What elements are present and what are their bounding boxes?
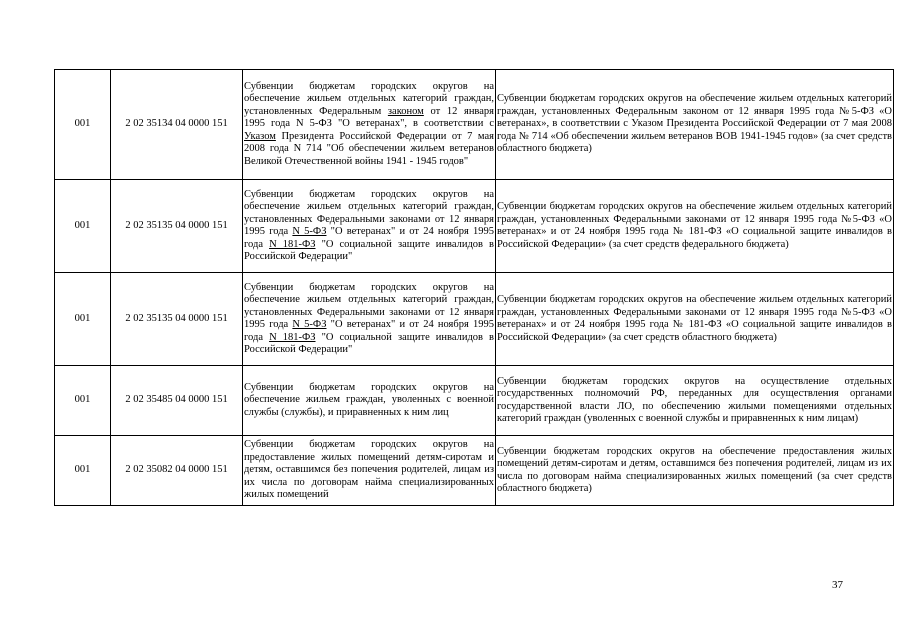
- name-text: "О ветеранах" и от 24 ноября 1995 года: [244, 319, 495, 343]
- admin-code-cell: 001: [55, 70, 111, 180]
- kbk-code-cell: 2 02 35134 04 0000 151: [111, 70, 243, 180]
- page-number: 37: [832, 579, 843, 591]
- description-cell: Субвенции бюджетам городских округов на осуществление отдельных государственных полномочий РФ, переданных для осуществления органами государственной власти ЛО, по обеспечению жилыми помещениями отдельных категорий граждан (уволенных с военной службы и приравненных к ним лицам): [496, 366, 894, 436]
- legal-reference-link[interactable]: N 181-ФЗ: [269, 331, 316, 343]
- admin-code-cell: 001: [55, 273, 111, 366]
- table-row: [55, 70, 894, 180]
- name-text: Субвенции бюджетам городских округов на предоставление жилых помещений детям-сиротам и детям, оставшимся без попечения родителей, лицам из их числа по договорам найма специализированных жилых помещений: [244, 439, 494, 501]
- admin-code-cell: 001: [55, 436, 111, 506]
- description-cell: Субвенции бюджетам городских округов на обеспечение жильем отдельных категорий граждан, установленных Федеральным законом от 12 января 1995 года №5-ФЗ «О ветеранах», в соответствии с Указом Президента Российской Федерации от 7 мая 2008 года № 714 «Об обеспечении жильем ветеранов ВОВ 1941-1945 годов» (за счет средств областного бюджета): [496, 70, 894, 180]
- kbk-code-cell: 2 02 35135 04 0000 151: [111, 273, 243, 366]
- description-cell: Субвенции бюджетам городских округов на обеспечение жильем отдельных категорий граждан, установленных Федеральными законами от 12 января 1995 года №5-ФЗ «О ветеранах» и от 24 ноября 1995 года № 181-ФЗ «О социальной защите инвалидов в Российской Федерации» (за счет средств федерального бюджета): [496, 180, 894, 273]
- name-text: "О социальной защите инвалидов в Российской Федерации": [244, 331, 495, 355]
- revenue-name-cell: [243, 180, 496, 273]
- legal-reference-link[interactable]: законом: [387, 105, 424, 117]
- table-body: [55, 70, 894, 506]
- legal-reference-link[interactable]: N 5-ФЗ: [292, 226, 327, 237]
- kbk-code-cell: 2 02 35485 04 0000 151: [111, 366, 243, 436]
- name-text: от 12 января 1995 года N 5-ФЗ "О ветеранах", в соответствии с: [244, 105, 494, 130]
- name-text: Субвенции бюджетам городских округов на обеспечение жильем граждан, уволенных с военной службы (службы), и приравненных к ним лиц: [244, 381, 494, 418]
- revenue-name-cell: [243, 273, 496, 366]
- name-text: Субвенции бюджетам городских округов на обеспечение жильем отдельных категорий граждан, установленных Федеральными законами от 12 января 1995 года: [244, 281, 494, 330]
- name-text: "О социальной защите инвалидов в Российской Федерации": [244, 238, 495, 262]
- admin-code-cell: 001: [55, 180, 111, 273]
- description-cell: Субвенции бюджетам городских округов на обеспечение жильем отдельных категорий граждан, установленных Федеральными законами от 12 января 1995 года №5-ФЗ «О ветеранах» и от 24 ноября 1995 года № 181-ФЗ «О социальной защите инвалидов в Российской Федерации» (за счет средств областного бюджета): [496, 273, 894, 366]
- legal-reference-link[interactable]: Указом: [244, 130, 276, 142]
- admin-code-cell: 001: [55, 366, 111, 436]
- name-text: Субвенции бюджетам городских округов на обеспечение жильем отдельных категорий граждан, установленных Федеральным: [244, 80, 494, 117]
- name-text: Субвенции бюджетам городских округов на обеспечение жильем отдельных категорий граждан, установленных Федеральными законами от 12 января 1995 года: [244, 188, 494, 237]
- legal-reference-link[interactable]: N 5-ФЗ: [292, 319, 327, 330]
- name-text: "О ветеранах" и от 24 ноября 1995 года: [244, 226, 495, 250]
- revenue-name-cell: [243, 436, 496, 506]
- table-row: [55, 366, 894, 436]
- kbk-code-cell: 2 02 35082 04 0000 151: [111, 436, 243, 506]
- kbk-code-cell: 2 02 35135 04 0000 151: [111, 180, 243, 273]
- table-row: [55, 180, 894, 273]
- description-cell: Субвенции бюджетам городских округов на обеспечение предоставления жилых помещений детям-сиротам и детям, оставшимся без попечения родителей, лицам из их числа по договорам найма специализированных жилых помещений (за счет средств областного бюджета): [496, 436, 894, 506]
- revenue-name-cell: [243, 366, 496, 436]
- legal-reference-link[interactable]: N 181-ФЗ: [269, 238, 316, 250]
- table-row: [55, 273, 894, 366]
- name-text: Президента Российской Федерации от 7 мая 2008 года N 714 "Об обеспечении жильем ветеранов Великой Отечественной войны 1941 - 1945 годов": [244, 130, 494, 167]
- revenue-name-cell: [243, 70, 496, 180]
- table-row: [55, 436, 894, 506]
- budget-revenue-table: [54, 69, 894, 506]
